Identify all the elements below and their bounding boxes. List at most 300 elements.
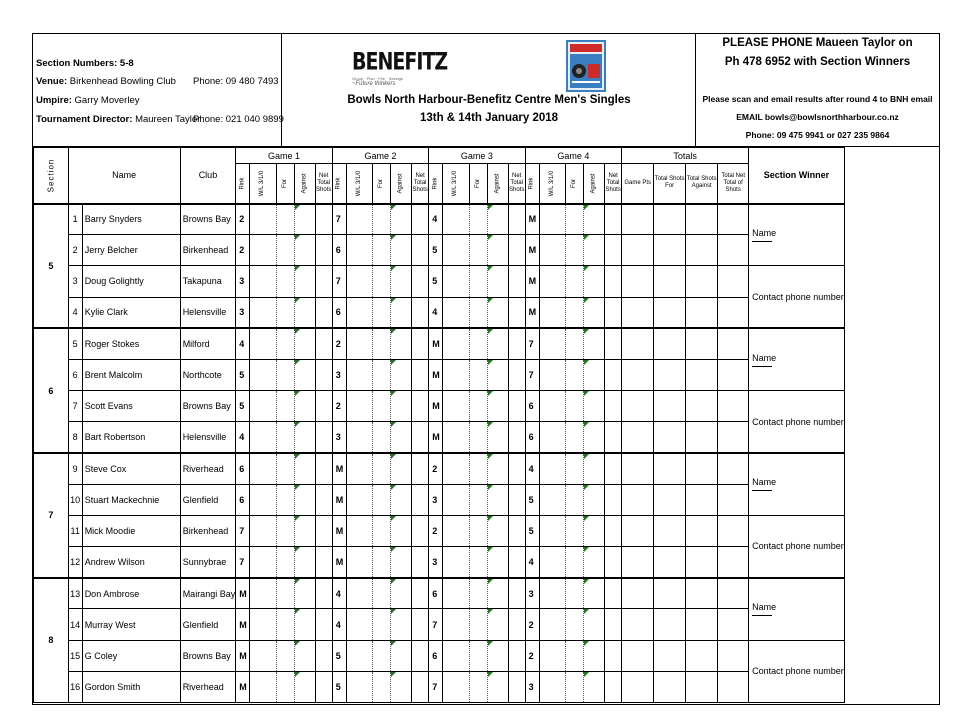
shots-for-cell[interactable]	[373, 297, 391, 328]
result-cell[interactable]	[443, 391, 469, 422]
result-cell[interactable]	[250, 671, 276, 702]
shots-for-cell[interactable]	[373, 547, 391, 578]
shots-against-cell[interactable]	[584, 297, 605, 328]
net-shots-cell[interactable]	[605, 609, 622, 640]
result-cell[interactable]	[346, 640, 372, 671]
net-shots-cell[interactable]	[508, 484, 525, 515]
net-shots-cell[interactable]	[508, 640, 525, 671]
shots-against-cell[interactable]	[391, 359, 412, 390]
shots-for-cell[interactable]	[469, 328, 487, 359]
net-shots-cell[interactable]	[412, 547, 429, 578]
total-net-cell[interactable]	[718, 391, 749, 422]
shots-for-cell[interactable]	[469, 266, 487, 297]
shots-for-cell[interactable]	[469, 235, 487, 266]
shots-against-cell[interactable]	[487, 297, 508, 328]
total-net-cell[interactable]	[718, 328, 749, 359]
shots-against-cell[interactable]	[391, 422, 412, 453]
shots-against-cell[interactable]	[294, 453, 315, 484]
game-pts-cell[interactable]	[622, 515, 654, 546]
shots-for-cell[interactable]	[469, 453, 487, 484]
game-pts-cell[interactable]	[622, 578, 654, 609]
net-shots-cell[interactable]	[412, 266, 429, 297]
shots-for-cell[interactable]	[276, 515, 294, 546]
shots-for-cell[interactable]	[373, 359, 391, 390]
net-shots-cell[interactable]	[605, 297, 622, 328]
result-cell[interactable]	[250, 609, 276, 640]
result-cell[interactable]	[539, 422, 565, 453]
total-for-cell[interactable]	[654, 578, 686, 609]
result-cell[interactable]	[346, 204, 372, 235]
total-against-cell[interactable]	[686, 391, 718, 422]
game-pts-cell[interactable]	[622, 297, 654, 328]
net-shots-cell[interactable]	[605, 422, 622, 453]
net-shots-cell[interactable]	[412, 609, 429, 640]
net-shots-cell[interactable]	[605, 671, 622, 702]
shots-for-cell[interactable]	[566, 609, 584, 640]
shots-for-cell[interactable]	[469, 204, 487, 235]
total-for-cell[interactable]	[654, 515, 686, 546]
net-shots-cell[interactable]	[412, 578, 429, 609]
shots-against-cell[interactable]	[487, 515, 508, 546]
result-cell[interactable]	[250, 391, 276, 422]
shots-against-cell[interactable]	[391, 453, 412, 484]
game-pts-cell[interactable]	[622, 328, 654, 359]
result-cell[interactable]	[539, 640, 565, 671]
result-cell[interactable]	[539, 359, 565, 390]
winner-name-cell[interactable]	[749, 453, 845, 515]
shots-for-cell[interactable]	[566, 328, 584, 359]
winner-contact-cell[interactable]: Contact phone number	[749, 391, 845, 453]
net-shots-cell[interactable]	[315, 266, 332, 297]
net-shots-cell[interactable]	[315, 359, 332, 390]
total-net-cell[interactable]	[718, 359, 749, 390]
net-shots-cell[interactable]	[315, 547, 332, 578]
net-shots-cell[interactable]	[508, 547, 525, 578]
total-against-cell[interactable]	[686, 297, 718, 328]
game-pts-cell[interactable]	[622, 609, 654, 640]
result-cell[interactable]	[346, 328, 372, 359]
shots-for-cell[interactable]	[566, 547, 584, 578]
shots-against-cell[interactable]	[584, 204, 605, 235]
total-for-cell[interactable]	[654, 484, 686, 515]
net-shots-cell[interactable]	[508, 235, 525, 266]
shots-against-cell[interactable]	[294, 266, 315, 297]
total-net-cell[interactable]	[718, 297, 749, 328]
result-cell[interactable]	[346, 515, 372, 546]
total-net-cell[interactable]	[718, 266, 749, 297]
total-for-cell[interactable]	[654, 204, 686, 235]
shots-for-cell[interactable]	[276, 297, 294, 328]
shots-against-cell[interactable]	[487, 547, 508, 578]
shots-against-cell[interactable]	[391, 328, 412, 359]
game-pts-cell[interactable]	[622, 640, 654, 671]
shots-against-cell[interactable]	[487, 235, 508, 266]
net-shots-cell[interactable]	[412, 359, 429, 390]
total-net-cell[interactable]	[718, 671, 749, 702]
shots-against-cell[interactable]	[294, 671, 315, 702]
result-cell[interactable]	[250, 235, 276, 266]
total-against-cell[interactable]	[686, 328, 718, 359]
net-shots-cell[interactable]	[508, 359, 525, 390]
result-cell[interactable]	[443, 484, 469, 515]
shots-for-cell[interactable]	[276, 547, 294, 578]
net-shots-cell[interactable]	[508, 578, 525, 609]
result-cell[interactable]	[346, 578, 372, 609]
shots-for-cell[interactable]	[373, 640, 391, 671]
total-for-cell[interactable]	[654, 609, 686, 640]
net-shots-cell[interactable]	[412, 640, 429, 671]
shots-for-cell[interactable]	[276, 204, 294, 235]
shots-against-cell[interactable]	[294, 422, 315, 453]
shots-against-cell[interactable]	[391, 204, 412, 235]
total-for-cell[interactable]	[654, 640, 686, 671]
net-shots-cell[interactable]	[315, 609, 332, 640]
net-shots-cell[interactable]	[605, 515, 622, 546]
net-shots-cell[interactable]	[315, 671, 332, 702]
game-pts-cell[interactable]	[622, 266, 654, 297]
shots-for-cell[interactable]	[373, 609, 391, 640]
result-cell[interactable]	[539, 235, 565, 266]
net-shots-cell[interactable]	[508, 515, 525, 546]
shots-against-cell[interactable]	[487, 453, 508, 484]
shots-against-cell[interactable]	[294, 297, 315, 328]
game-pts-cell[interactable]	[622, 484, 654, 515]
net-shots-cell[interactable]	[412, 391, 429, 422]
net-shots-cell[interactable]	[508, 266, 525, 297]
net-shots-cell[interactable]	[605, 359, 622, 390]
result-cell[interactable]	[250, 266, 276, 297]
net-shots-cell[interactable]	[315, 204, 332, 235]
shots-for-cell[interactable]	[276, 359, 294, 390]
total-net-cell[interactable]	[718, 235, 749, 266]
shots-against-cell[interactable]	[391, 515, 412, 546]
shots-against-cell[interactable]	[584, 484, 605, 515]
net-shots-cell[interactable]	[315, 328, 332, 359]
game-pts-cell[interactable]	[622, 547, 654, 578]
shots-for-cell[interactable]	[276, 671, 294, 702]
shots-against-cell[interactable]	[391, 609, 412, 640]
result-cell[interactable]	[250, 297, 276, 328]
shots-for-cell[interactable]	[373, 235, 391, 266]
shots-against-cell[interactable]	[487, 359, 508, 390]
net-shots-cell[interactable]	[315, 297, 332, 328]
shots-against-cell[interactable]	[584, 609, 605, 640]
total-against-cell[interactable]	[686, 359, 718, 390]
shots-for-cell[interactable]	[373, 422, 391, 453]
shots-against-cell[interactable]	[294, 204, 315, 235]
shots-for-cell[interactable]	[469, 578, 487, 609]
net-shots-cell[interactable]	[315, 484, 332, 515]
net-shots-cell[interactable]	[508, 609, 525, 640]
shots-for-cell[interactable]	[373, 453, 391, 484]
shots-for-cell[interactable]	[276, 453, 294, 484]
net-shots-cell[interactable]	[412, 671, 429, 702]
winner-contact-cell[interactable]: Contact phone number	[749, 515, 845, 577]
shots-against-cell[interactable]	[584, 578, 605, 609]
shots-for-cell[interactable]	[373, 671, 391, 702]
shots-against-cell[interactable]	[294, 609, 315, 640]
winner-contact-cell[interactable]: Contact phone number	[749, 640, 845, 702]
shots-for-cell[interactable]	[373, 328, 391, 359]
net-shots-cell[interactable]	[412, 204, 429, 235]
shots-against-cell[interactable]	[584, 391, 605, 422]
game-pts-cell[interactable]	[622, 391, 654, 422]
total-against-cell[interactable]	[686, 609, 718, 640]
shots-against-cell[interactable]	[584, 453, 605, 484]
shots-against-cell[interactable]	[487, 671, 508, 702]
net-shots-cell[interactable]	[315, 235, 332, 266]
shots-against-cell[interactable]	[487, 484, 508, 515]
total-for-cell[interactable]	[654, 422, 686, 453]
result-cell[interactable]	[346, 266, 372, 297]
total-for-cell[interactable]	[654, 453, 686, 484]
net-shots-cell[interactable]	[412, 484, 429, 515]
net-shots-cell[interactable]	[412, 453, 429, 484]
shots-for-cell[interactable]	[469, 547, 487, 578]
net-shots-cell[interactable]	[412, 328, 429, 359]
result-cell[interactable]	[443, 359, 469, 390]
net-shots-cell[interactable]	[605, 235, 622, 266]
net-shots-cell[interactable]	[315, 515, 332, 546]
shots-for-cell[interactable]	[566, 578, 584, 609]
total-against-cell[interactable]	[686, 547, 718, 578]
net-shots-cell[interactable]	[412, 235, 429, 266]
result-cell[interactable]	[539, 484, 565, 515]
result-cell[interactable]	[443, 204, 469, 235]
shots-for-cell[interactable]	[566, 266, 584, 297]
shots-for-cell[interactable]	[373, 484, 391, 515]
winner-name-cell[interactable]	[749, 328, 845, 390]
shots-against-cell[interactable]	[391, 391, 412, 422]
result-cell[interactable]	[443, 328, 469, 359]
shots-for-cell[interactable]	[469, 515, 487, 546]
result-cell[interactable]	[539, 547, 565, 578]
shots-for-cell[interactable]	[469, 359, 487, 390]
shots-for-cell[interactable]	[469, 297, 487, 328]
total-for-cell[interactable]	[654, 359, 686, 390]
total-for-cell[interactable]	[654, 266, 686, 297]
shots-against-cell[interactable]	[391, 235, 412, 266]
shots-for-cell[interactable]	[469, 484, 487, 515]
total-for-cell[interactable]	[654, 671, 686, 702]
shots-against-cell[interactable]	[487, 422, 508, 453]
shots-against-cell[interactable]	[487, 578, 508, 609]
total-net-cell[interactable]	[718, 547, 749, 578]
result-cell[interactable]	[250, 484, 276, 515]
result-cell[interactable]	[443, 578, 469, 609]
shots-against-cell[interactable]	[584, 422, 605, 453]
result-cell[interactable]	[443, 297, 469, 328]
result-cell[interactable]	[250, 515, 276, 546]
net-shots-cell[interactable]	[315, 640, 332, 671]
shots-for-cell[interactable]	[566, 453, 584, 484]
net-shots-cell[interactable]	[605, 453, 622, 484]
shots-against-cell[interactable]	[584, 547, 605, 578]
shots-against-cell[interactable]	[584, 515, 605, 546]
shots-against-cell[interactable]	[391, 484, 412, 515]
game-pts-cell[interactable]	[622, 204, 654, 235]
game-pts-cell[interactable]	[622, 422, 654, 453]
total-net-cell[interactable]	[718, 609, 749, 640]
game-pts-cell[interactable]	[622, 453, 654, 484]
shots-for-cell[interactable]	[276, 640, 294, 671]
total-for-cell[interactable]	[654, 235, 686, 266]
net-shots-cell[interactable]	[508, 671, 525, 702]
shots-against-cell[interactable]	[487, 328, 508, 359]
shots-against-cell[interactable]	[294, 391, 315, 422]
shots-for-cell[interactable]	[373, 391, 391, 422]
total-net-cell[interactable]	[718, 515, 749, 546]
shots-for-cell[interactable]	[469, 422, 487, 453]
shots-for-cell[interactable]	[276, 484, 294, 515]
shots-against-cell[interactable]	[294, 578, 315, 609]
net-shots-cell[interactable]	[605, 640, 622, 671]
total-net-cell[interactable]	[718, 578, 749, 609]
shots-for-cell[interactable]	[469, 391, 487, 422]
total-against-cell[interactable]	[686, 266, 718, 297]
winner-contact-cell[interactable]: Contact phone number	[749, 266, 845, 328]
net-shots-cell[interactable]	[508, 422, 525, 453]
shots-against-cell[interactable]	[294, 359, 315, 390]
result-cell[interactable]	[346, 453, 372, 484]
result-cell[interactable]	[346, 422, 372, 453]
result-cell[interactable]	[539, 204, 565, 235]
shots-for-cell[interactable]	[566, 671, 584, 702]
shots-for-cell[interactable]	[566, 484, 584, 515]
shots-for-cell[interactable]	[373, 266, 391, 297]
total-against-cell[interactable]	[686, 453, 718, 484]
shots-for-cell[interactable]	[566, 422, 584, 453]
net-shots-cell[interactable]	[412, 422, 429, 453]
shots-for-cell[interactable]	[566, 515, 584, 546]
game-pts-cell[interactable]	[622, 359, 654, 390]
shots-against-cell[interactable]	[487, 391, 508, 422]
result-cell[interactable]	[539, 578, 565, 609]
shots-for-cell[interactable]	[276, 422, 294, 453]
shots-for-cell[interactable]	[566, 359, 584, 390]
shots-against-cell[interactable]	[391, 297, 412, 328]
shots-for-cell[interactable]	[276, 391, 294, 422]
result-cell[interactable]	[250, 578, 276, 609]
shots-for-cell[interactable]	[469, 609, 487, 640]
game-pts-cell[interactable]	[622, 235, 654, 266]
shots-against-cell[interactable]	[294, 515, 315, 546]
shots-against-cell[interactable]	[294, 484, 315, 515]
result-cell[interactable]	[250, 547, 276, 578]
shots-against-cell[interactable]	[487, 266, 508, 297]
total-against-cell[interactable]	[686, 235, 718, 266]
shots-for-cell[interactable]	[566, 235, 584, 266]
total-for-cell[interactable]	[654, 391, 686, 422]
result-cell[interactable]	[539, 515, 565, 546]
result-cell[interactable]	[346, 609, 372, 640]
net-shots-cell[interactable]	[605, 484, 622, 515]
shots-for-cell[interactable]	[276, 328, 294, 359]
result-cell[interactable]	[539, 297, 565, 328]
result-cell[interactable]	[250, 453, 276, 484]
shots-against-cell[interactable]	[584, 359, 605, 390]
shots-against-cell[interactable]	[584, 266, 605, 297]
total-against-cell[interactable]	[686, 671, 718, 702]
shots-against-cell[interactable]	[391, 578, 412, 609]
total-net-cell[interactable]	[718, 484, 749, 515]
net-shots-cell[interactable]	[315, 453, 332, 484]
total-for-cell[interactable]	[654, 328, 686, 359]
shots-against-cell[interactable]	[584, 328, 605, 359]
shots-for-cell[interactable]	[276, 235, 294, 266]
net-shots-cell[interactable]	[412, 297, 429, 328]
shots-against-cell[interactable]	[487, 609, 508, 640]
shots-for-cell[interactable]	[373, 578, 391, 609]
result-cell[interactable]	[443, 453, 469, 484]
shots-against-cell[interactable]	[294, 328, 315, 359]
shots-against-cell[interactable]	[391, 671, 412, 702]
result-cell[interactable]	[346, 297, 372, 328]
shots-for-cell[interactable]	[373, 204, 391, 235]
shots-for-cell[interactable]	[276, 578, 294, 609]
shots-against-cell[interactable]	[584, 235, 605, 266]
net-shots-cell[interactable]	[508, 328, 525, 359]
net-shots-cell[interactable]	[605, 547, 622, 578]
result-cell[interactable]	[250, 204, 276, 235]
total-against-cell[interactable]	[686, 515, 718, 546]
shots-for-cell[interactable]	[566, 391, 584, 422]
shots-against-cell[interactable]	[294, 547, 315, 578]
result-cell[interactable]	[250, 640, 276, 671]
result-cell[interactable]	[443, 671, 469, 702]
result-cell[interactable]	[443, 266, 469, 297]
game-pts-cell[interactable]	[622, 671, 654, 702]
shots-for-cell[interactable]	[373, 515, 391, 546]
result-cell[interactable]	[346, 484, 372, 515]
net-shots-cell[interactable]	[605, 578, 622, 609]
winner-name-cell[interactable]	[749, 578, 845, 640]
result-cell[interactable]	[346, 391, 372, 422]
total-against-cell[interactable]	[686, 204, 718, 235]
result-cell[interactable]	[539, 266, 565, 297]
net-shots-cell[interactable]	[605, 391, 622, 422]
shots-for-cell[interactable]	[276, 266, 294, 297]
result-cell[interactable]	[539, 609, 565, 640]
total-for-cell[interactable]	[654, 297, 686, 328]
shots-against-cell[interactable]	[391, 547, 412, 578]
result-cell[interactable]	[443, 235, 469, 266]
shots-against-cell[interactable]	[294, 235, 315, 266]
net-shots-cell[interactable]	[508, 204, 525, 235]
total-net-cell[interactable]	[718, 453, 749, 484]
total-for-cell[interactable]	[654, 547, 686, 578]
net-shots-cell[interactable]	[605, 204, 622, 235]
result-cell[interactable]	[539, 391, 565, 422]
shots-for-cell[interactable]	[469, 671, 487, 702]
shots-against-cell[interactable]	[487, 204, 508, 235]
shots-against-cell[interactable]	[584, 671, 605, 702]
result-cell[interactable]	[346, 671, 372, 702]
net-shots-cell[interactable]	[508, 453, 525, 484]
shots-against-cell[interactable]	[294, 640, 315, 671]
shots-for-cell[interactable]	[566, 204, 584, 235]
result-cell[interactable]	[346, 547, 372, 578]
result-cell[interactable]	[443, 422, 469, 453]
result-cell[interactable]	[250, 328, 276, 359]
shots-for-cell[interactable]	[566, 640, 584, 671]
total-net-cell[interactable]	[718, 204, 749, 235]
shots-against-cell[interactable]	[391, 640, 412, 671]
winner-name-cell[interactable]	[749, 204, 845, 266]
result-cell[interactable]	[346, 235, 372, 266]
total-net-cell[interactable]	[718, 422, 749, 453]
total-against-cell[interactable]	[686, 578, 718, 609]
